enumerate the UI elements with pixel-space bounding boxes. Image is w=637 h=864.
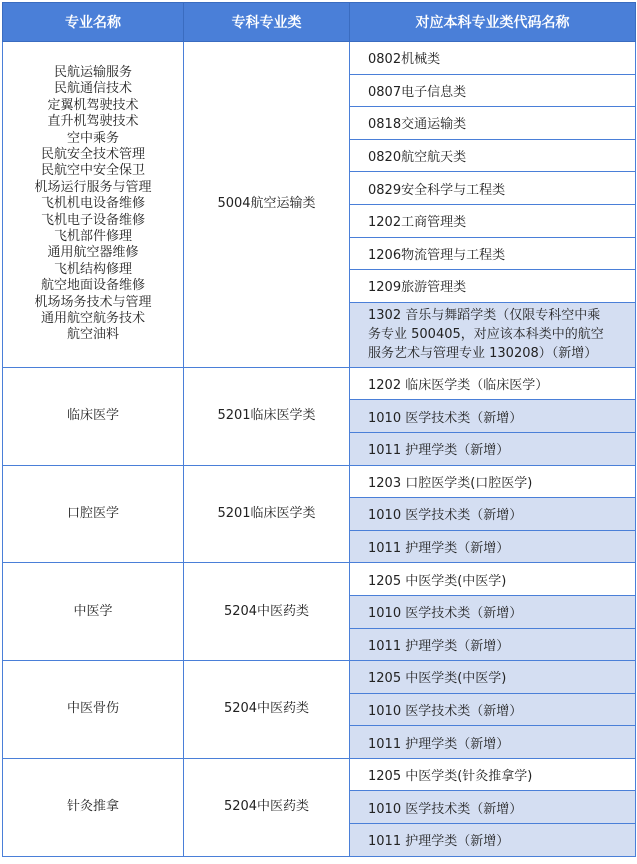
code-cell-new: 1010 医学技术类（新增） xyxy=(350,791,636,824)
major-cell: 中医骨伤 xyxy=(3,661,184,759)
major-cell: 口腔医学 xyxy=(3,465,184,563)
code-cell-new xyxy=(350,302,636,367)
code-line: 服务艺术与管理专业 130208）（新增） xyxy=(368,346,598,362)
category-cell: 5201临床医学类 xyxy=(184,367,350,465)
major-cell: 中医学 xyxy=(3,563,184,661)
code-cell-new: 1010 医学技术类（新增） xyxy=(350,693,636,726)
major-cell: 针灸推拿 xyxy=(3,758,184,856)
table-row xyxy=(3,661,636,694)
code-cell: 1205 中医学类(针灸推拿学) xyxy=(350,758,636,791)
code-cell: 0802机械类 xyxy=(350,42,636,75)
category-cell: 5204中医药类 xyxy=(184,661,350,759)
code-cell: 1205 中医学类(中医学) xyxy=(350,661,636,694)
table-row xyxy=(3,42,636,75)
category-cell: 5004航空运输类 xyxy=(184,42,350,368)
code-cell-new: 1011 护理学类（新增） xyxy=(350,726,636,759)
code-line: 务专业 500405，对应该本科类中的航空 xyxy=(368,327,604,343)
header-category: 专科专业类 xyxy=(184,3,350,42)
code-cell-new: 1010 医学技术类（新增） xyxy=(350,498,636,531)
major-name: 飞机电子设备维修 xyxy=(40,212,145,228)
code-cell: 0829安全科学与工程类 xyxy=(350,172,636,205)
code-cell-new: 1011 护理学类（新增） xyxy=(350,530,636,563)
major-name: 航空油料 xyxy=(66,327,119,343)
table-row xyxy=(3,465,636,498)
code-cell-new: 1010 医学技术类（新增） xyxy=(350,595,636,628)
code-cell: 0818交通运输类 xyxy=(350,107,636,140)
table-row xyxy=(3,367,636,400)
table-row xyxy=(3,758,636,791)
code-cell: 1203 口腔医学类(口腔医学) xyxy=(350,465,636,498)
major-name: 飞机部件修理 xyxy=(53,228,132,244)
major-name: 民航通信技术 xyxy=(53,81,132,97)
major-name: 空中乘务 xyxy=(66,130,119,146)
category-cell: 5204中医药类 xyxy=(184,758,350,856)
major-name: 飞机机电设备维修 xyxy=(40,196,145,212)
code-cell-new: 1011 护理学类（新增） xyxy=(350,824,636,857)
header-codes: 对应本科专业类代码名称 xyxy=(350,3,636,42)
table-row xyxy=(3,563,636,596)
category-cell: 5204中医药类 xyxy=(184,563,350,661)
major-name: 航空地面设备维修 xyxy=(40,278,145,294)
code-cell: 0820航空航天类 xyxy=(350,139,636,172)
code-cell: 0807电子信息类 xyxy=(350,74,636,107)
code-cell-new: 1010 医学技术类（新增） xyxy=(350,400,636,433)
major-name: 飞机结构修理 xyxy=(53,261,132,277)
major-name: 通用航空航务技术 xyxy=(40,311,145,327)
major-mapping-table xyxy=(2,2,636,857)
major-name: 通用航空器维修 xyxy=(47,245,139,261)
code-cell: 1206物流管理与工程类 xyxy=(350,237,636,270)
major-name: 民航运输服务 xyxy=(53,64,132,80)
code-line: 1302 音乐与舞蹈学类（仅限专科空中乘 xyxy=(368,308,601,324)
code-cell-new: 1011 护理学类（新增） xyxy=(350,432,636,465)
major-name: 机场运行服务与管理 xyxy=(34,179,152,195)
major-name: 机场场务技术与管理 xyxy=(34,294,152,310)
major-name: 直升机驾驶技术 xyxy=(47,114,139,130)
category-cell: 5201临床医学类 xyxy=(184,465,350,563)
code-cell: 1202工商管理类 xyxy=(350,204,636,237)
major-cell xyxy=(3,42,184,368)
header-row xyxy=(3,3,636,42)
major-name: 民航安全技术管理 xyxy=(40,146,145,162)
code-cell: 1205 中医学类(中医学) xyxy=(350,563,636,596)
code-cell: 1209旅游管理类 xyxy=(350,270,636,303)
code-cell: 1202 临床医学类（临床医学） xyxy=(350,367,636,400)
major-name: 定翼机驾驶技术 xyxy=(47,97,139,113)
code-cell-new: 1011 护理学类（新增） xyxy=(350,628,636,661)
major-name: 民航空中安全保卫 xyxy=(40,163,145,179)
header-major: 专业名称 xyxy=(3,3,184,42)
major-cell: 临床医学 xyxy=(3,367,184,465)
